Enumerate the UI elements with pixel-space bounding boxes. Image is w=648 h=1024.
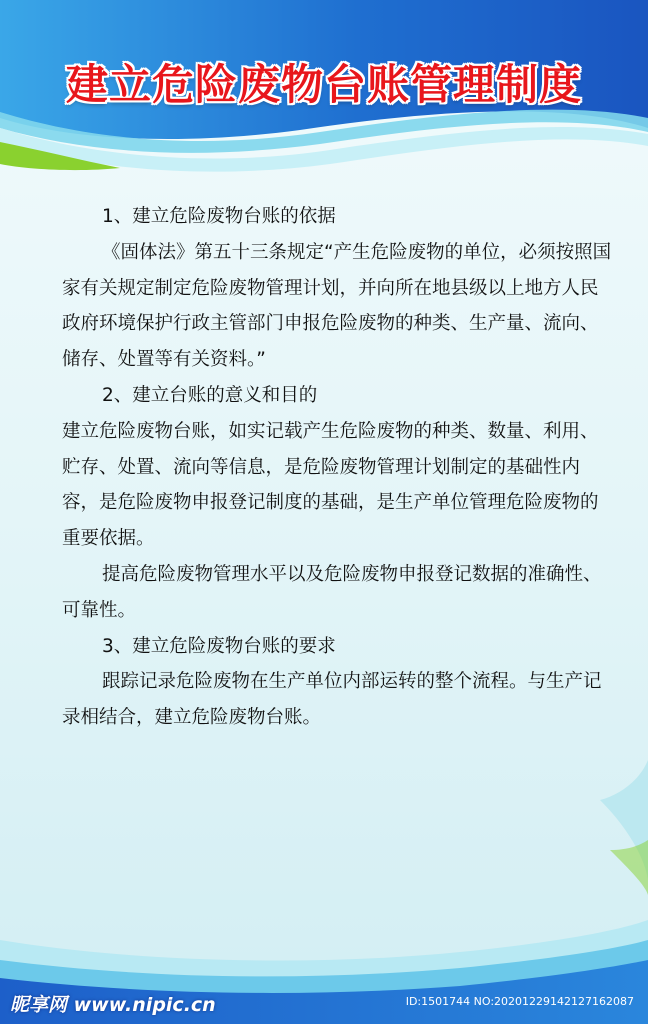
- document-body: [62, 199, 614, 736]
- watermark-id: ID:1501744 NO:20201229142127162087: [405, 995, 634, 1008]
- paragraph: 1、建立危险废物台账的依据: [102, 206, 336, 227]
- paragraph: 3、建立危险废物台账的要求: [102, 635, 336, 657]
- paragraph: 跟踪记录危险废物在生产单位内部运转的整个流程。与生产记录相结合，建立危险废物台账。: [62, 671, 602, 729]
- paragraph: 建立危险废物台账，如实记载产生危险废物的种类、数量、利用、贮存、处置、流向等信息，是危险废物管理计划制定的基础性内容，是危险废物申报登记制度的基础，是生产单位管理危险废物的重要依据。: [62, 420, 599, 550]
- page-title: 建立危险废物台账管理制度: [65, 60, 582, 109]
- paragraph: 2、建立台账的意义和目的: [102, 384, 318, 406]
- paragraph: 提高危险废物管理水平以及危险废物申报登记数据的准确性、可靠性。: [62, 563, 602, 621]
- paragraph: 《固体法》第五十三条规定“产生危险废物的单位，必须按照国家有关规定制定危险废物管理计划，并向所在地县级以上地方人民政府环境保护行政主管部门申报危险废物的种类、生产量、流向、储存、处置等有关资料。”: [62, 241, 612, 371]
- watermark-site: 昵享网 www.nipic.cn: [10, 994, 216, 1016]
